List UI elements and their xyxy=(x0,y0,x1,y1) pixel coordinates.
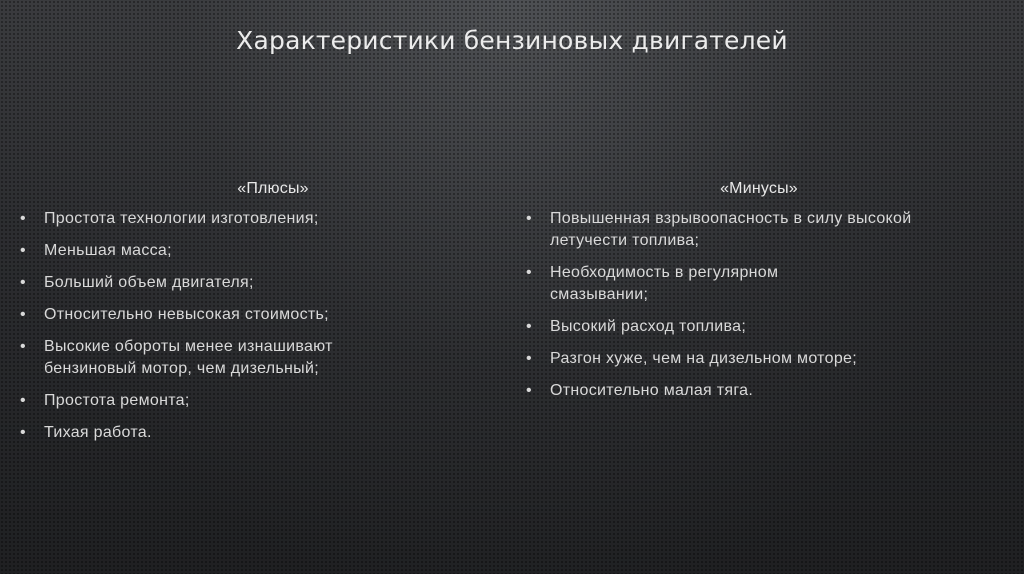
list-item-text: Тихая работа. xyxy=(44,424,152,441)
list-item-text: Относительно невысокая стоимость; xyxy=(44,306,329,323)
bullet-icon: • xyxy=(20,424,26,441)
bullet-icon: • xyxy=(526,382,532,399)
bullet-icon: • xyxy=(526,210,532,227)
bullet-icon: • xyxy=(20,306,26,323)
list-item-text: Больший объем двигателя; xyxy=(44,274,254,291)
list-item xyxy=(524,348,994,370)
list-item xyxy=(18,336,424,380)
list-item-text: Разгон хуже, чем на дизельном моторе; xyxy=(550,350,857,367)
list-item-text: Высокий расход топлива; xyxy=(550,318,747,335)
list-item-text: Простота технологии изготовления; xyxy=(44,210,319,227)
list-item xyxy=(18,422,488,444)
bullet-icon: • xyxy=(526,350,532,367)
list-item xyxy=(18,304,488,326)
list-item xyxy=(18,240,488,262)
list-item-text: Необходимость в регулярном смазывании; xyxy=(550,264,779,303)
pros-list xyxy=(18,208,488,444)
bullet-icon: • xyxy=(20,392,26,409)
list-item-text: Повышенная взрывоопасность в силу высокой летучести топлива; xyxy=(550,210,912,249)
list-item xyxy=(18,390,488,412)
list-item-text: Простота ремонта; xyxy=(44,392,190,409)
cons-column xyxy=(524,180,994,412)
list-item xyxy=(18,208,488,230)
bullet-icon: • xyxy=(526,264,532,281)
bullet-icon: • xyxy=(526,318,532,335)
bullet-icon: • xyxy=(20,242,26,259)
bullet-icon: • xyxy=(20,274,26,291)
cons-list xyxy=(524,208,994,402)
list-item xyxy=(524,316,994,338)
list-item xyxy=(18,272,488,294)
list-item xyxy=(524,262,880,306)
list-item-text: Высокие обороты менее изнашивают бензиновый мотор, чем дизельный; xyxy=(44,338,333,377)
list-item-text: Относительно малая тяга. xyxy=(550,382,754,399)
pros-heading: «Плюсы» xyxy=(237,180,309,197)
list-item xyxy=(524,380,994,402)
pros-column xyxy=(18,180,488,454)
bullet-icon: • xyxy=(20,338,26,355)
slide-title: Характеристики бензиновых двигателей xyxy=(236,26,788,55)
list-item xyxy=(524,208,920,252)
bullet-icon: • xyxy=(20,210,26,227)
cons-heading: «Минусы» xyxy=(720,180,798,197)
list-item-text: Меньшая масса; xyxy=(44,242,172,259)
